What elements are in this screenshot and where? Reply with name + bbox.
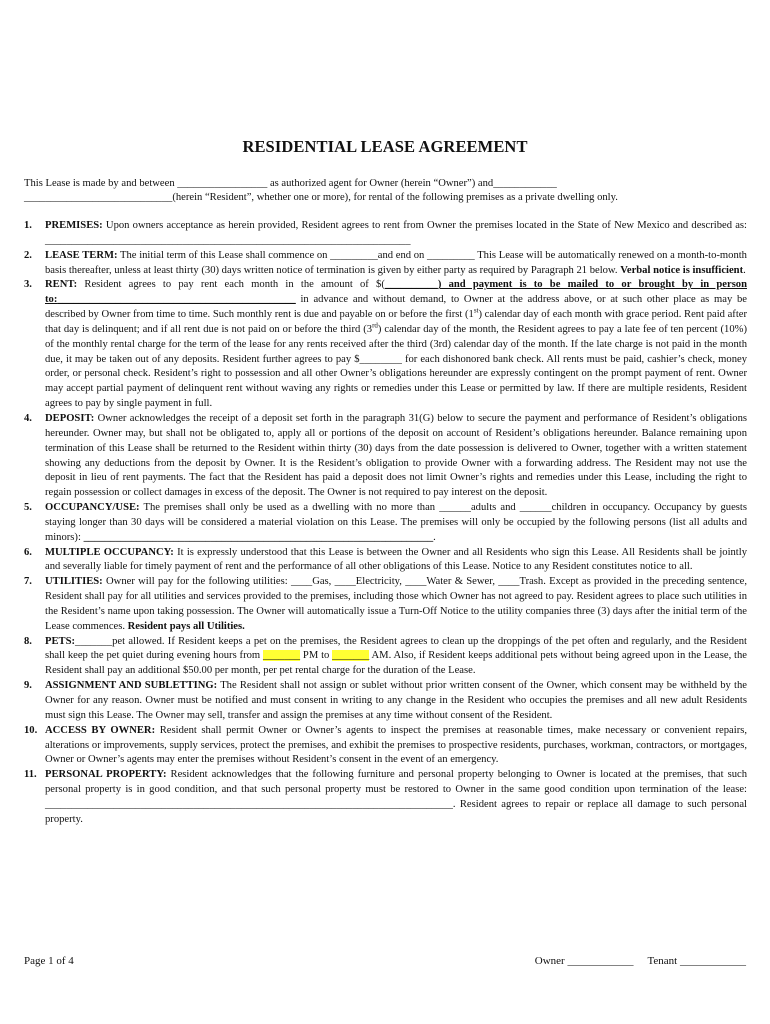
section-text: Resident agrees to pay rent each month in the amount of $( xyxy=(77,279,385,291)
section-lease-term xyxy=(24,249,747,279)
section-premises xyxy=(24,219,747,249)
section-number: 9. xyxy=(24,680,32,692)
section-heading: DEPOSIT: xyxy=(45,412,95,424)
section-text: . xyxy=(433,531,436,543)
utilities-note: Resident pays all Utilities. xyxy=(127,620,245,632)
intro-text: as authorized agent for Owner (herein “Owner”) and xyxy=(267,178,494,189)
tenant-initials-field[interactable]: Tenant ____________ xyxy=(647,955,746,967)
section-text: Resident acknowledges that the following furniture and personal property belonging to Owner is located at the premises, that such personal property is in good condition, and that such personal property must be restored to Owner in the same good condition upon termination of the lease: _____________________________________________________________________________. Resident agrees to repair or replace all damage to such personal property. xyxy=(45,769,747,825)
payment-instruction: ) and payment is to be mailed to or brought by in person to: xyxy=(45,279,748,306)
payment-address-blank[interactable]: _____________________________________________ xyxy=(57,294,296,306)
occupants-blank[interactable]: __________________________________________________________________ xyxy=(83,531,434,543)
resident-name-blank[interactable]: ____________ xyxy=(493,178,557,189)
section-access xyxy=(24,724,747,769)
document-title: RESIDENTIAL LEASE AGREEMENT xyxy=(242,137,528,156)
section-number: 11. xyxy=(24,769,37,781)
ordinal-suffix: st xyxy=(473,306,479,315)
intro-text: (herein “Resident”, whether one or more), for rental of the following premises as a private dwelling only. xyxy=(172,192,618,204)
section-rent xyxy=(24,278,747,412)
section-text: The premises shall only be used as a dwelling with no more than ______adults and ______children in occupancy. Occupancy by guests staying longer than 30 days will be considered a material violation on this Lease. The premises will only be occupied by the following persons (list all adults and minors): xyxy=(45,502,747,543)
section-multiple-occupancy xyxy=(24,546,747,576)
lease-sections xyxy=(24,219,747,828)
section-text: in advance and without demand, to Owner at the address above, or at such other place as may be described by Owner from time to time. Such monthly rent is due and payable on or before the first (1 xyxy=(45,294,747,321)
intro-text: This Lease is made by and between xyxy=(24,178,178,189)
section-pets xyxy=(24,635,747,680)
section-heading: OCCUPANCY/USE: xyxy=(45,502,140,514)
section-number: 10. xyxy=(24,724,38,736)
owner-initials-field[interactable]: Owner ____________ xyxy=(534,955,634,967)
section-heading: UTILITIES: xyxy=(45,576,103,588)
rent-amount-blank[interactable]: __________ xyxy=(384,279,438,291)
initials-block xyxy=(521,955,746,967)
section-heading: MULTIPLE OCCUPANCY: xyxy=(45,546,174,558)
section-text: _______pet allowed. If Resident keeps a pet on the premises, the Resident agrees to clean up the droppings of the pet often and regularly, and the Resident shall keep the pet quiet during evening hours from xyxy=(45,635,747,662)
section-heading: PETS: xyxy=(45,635,76,647)
section-number: 1. xyxy=(24,220,32,231)
section-utilities xyxy=(24,575,747,634)
intro-paragraph xyxy=(24,177,746,205)
quiet-hours-end-field[interactable]: _______ xyxy=(332,650,370,662)
section-text: . xyxy=(743,264,746,276)
section-heading: PERSONAL PROPERTY: xyxy=(45,769,167,781)
section-number: 5. xyxy=(24,502,32,514)
quiet-hours-start-field[interactable]: _______ xyxy=(263,650,301,662)
section-occupancy xyxy=(24,501,747,546)
verbal-notice-text: Verbal notice is insufficient xyxy=(620,264,744,276)
resident-name-blank-2[interactable]: ____________________________ xyxy=(24,192,173,204)
section-number: 6. xyxy=(24,546,32,558)
ordinal-suffix: rd xyxy=(372,321,378,330)
agent-name-blank[interactable]: _________________ xyxy=(177,178,268,189)
section-text: Owner acknowledges the receipt of a deposit set forth in the paragraph 31(G) below to secure the payment and performance of Resident’s obligations hereunder. Owner may, but shall not be obligated to, apply all or portions of the deposit on account of Resident’s obligations hereunder. Balance remaining upon termination of this Lease shall be returned to the Resident within thirty (30) days from the date possession is delivered to Owner, together with a written statement showing any deductions from the deposit by Owner. It is the Resident’s obligation to provide Owner with a forwarding address. The Resident may not use the deposit in lieu of rent payments. The fact that the Resident has paid a deposit does not limit Owner’s rights and remedies under this Lease, including the right to regain possession or collect damages in excess of the deposit. The Owner is not required to pay interest on the deposit. xyxy=(45,412,747,499)
section-heading: ACCESS BY OWNER: xyxy=(45,724,156,736)
section-text: The initial term of this Lease shall commence on _________and end on _________ This Lease will be automatically renewed on a month-to-month basis thereafter, unless at least thirty (30) days written notice of termination is given by either party as required by Paragraph 21 below. xyxy=(45,249,747,276)
section-heading: ASSIGNMENT AND SUBLETTING: xyxy=(45,680,218,692)
section-deposit xyxy=(24,412,747,501)
page-footer xyxy=(24,955,746,967)
section-text: It is expressly understood that this Lease is between the Owner and all Residents who sign this Lease. All Residents shall be jointly and severally liable for timely payment of rent and the performance of all other obligations of this Lease. Notice to any Resident constitutes notice to all. xyxy=(45,546,747,573)
section-text: ) calendar day of the month, the Resident agrees to pay a late fee of ten percent (10%) of the monthly rental charge for the term of the lease for any rents received after the third (3rd) calendar day of the month. If the late charge is not paid in the month due, it may be taken out of any deposits. Resident further agrees to pay $________ for each dishonored bank check. All rents must be paid, cashier’s check, money order, or personal check. Resident’s right to possession and all other Owner’s obligations hereunder are expressly contingent on the prompt payment of rent. Owner may accept partial payment of delinquent rent without waving any rights or remedies under this Lease or permitted by law. If there are multiple residents, Resident agrees to pay by single payment in full. xyxy=(45,323,747,410)
section-text: Owner will pay for the following utilities: ____Gas, ____Electricity, ____Water & Sewer, ____Trash. Except as provided in the preceding sentence, Resident shall pay for all utilities and services provided to the premises, including those which Owner has not agreed to pay. Resident agrees to place such utilities in the Resident’s name upon taking possession. The Owner will automatically issue a Turn-Off Notice to the utility companies three (3) days after the initial term of the Lease commences. xyxy=(45,576,747,632)
section-heading: LEASE TERM: xyxy=(45,249,118,261)
section-number: 8. xyxy=(24,635,32,647)
section-number: 3. xyxy=(24,279,32,291)
section-number: 2. xyxy=(24,249,32,261)
section-text: Resident shall permit Owner or Owner’s agents to inspect the premises at reasonable times, make necessary or convenient repairs, alterations or improvements, supply services, protect the premises, and exhibit the premises to prospective residents, purchases, workman, contractors, or mortgages, Owner or Owner’s agents may enter the premises without Resident’s consent in the event of an emergency. xyxy=(45,724,747,766)
section-heading: RENT: xyxy=(45,279,78,291)
section-personal-property xyxy=(24,768,747,827)
section-number: 7. xyxy=(24,576,32,588)
section-text: ) calendar day of each month with grace period. Rent paid after that day is delinquent; and if all rent due is not paid on or before the third (3 xyxy=(45,309,748,335)
section-text: PM to xyxy=(300,650,333,662)
section-text: AM. Also, if Resident keeps additional pets without being agreed upon in the Lease, the Resident shall pay an additional $50.00 per month, per pet rental charge for the duration of the Lease. xyxy=(45,650,748,677)
section-heading: PREMISES: xyxy=(45,220,103,231)
section-text: Upon owners acceptance as herein provided, Resident agrees to rent from Owner the premises located in the State of New Mexico and described as: _____________________________________________________________________ xyxy=(45,220,747,246)
section-text: The Resident shall not assign or sublet without prior written consent of the Owner, which consent may be withheld by the Owner for any reason. Owner must be notified and must consent in writing to any change in the Resident who occupies the premises and all new adult Residents must sign this Lease. The Owner may sell, transfer and assign the premises at any time without consent of the Resident. xyxy=(45,680,747,721)
section-assignment xyxy=(24,679,747,724)
section-number: 4. xyxy=(24,412,32,424)
page-number: Page 1 of 4 xyxy=(24,955,74,967)
